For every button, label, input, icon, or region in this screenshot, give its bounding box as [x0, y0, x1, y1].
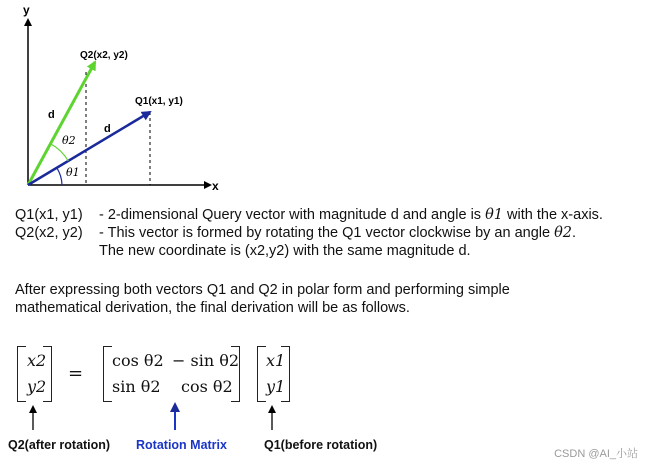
derivation-paragraph-line-2: mathematical derivation, the final derivation will be as follows.	[15, 300, 410, 316]
description-symbol: θ2	[554, 225, 573, 241]
description-label: Q2(x2, y2)	[15, 225, 83, 241]
matrix-cell-12: − sin θ2	[172, 351, 240, 370]
q2-magnitude-label: d	[48, 109, 55, 121]
rhs-x1: x1	[266, 351, 286, 370]
rhs-bracket-left	[257, 346, 266, 402]
matrix-cell-22: cos θ2	[181, 377, 233, 396]
matrix-cell-21: sin θ2	[112, 377, 161, 396]
q2-caption: Q2(after rotation)	[8, 438, 111, 452]
matrix-bracket-left	[103, 346, 112, 402]
rhs-y1: y1	[266, 377, 286, 396]
description-text: - 2-dimensional Query vector with magnitude d and angle is	[99, 207, 486, 223]
y-axis-label: y	[23, 3, 30, 17]
x-axis-label: x	[212, 179, 219, 193]
watermark: CSDN @AI_小站	[554, 448, 638, 460]
theta2-label: θ2	[62, 134, 76, 147]
description-text-after: with the x-axis.	[503, 207, 603, 223]
description-line-q1	[15, 205, 603, 225]
rhs-bracket-right	[281, 346, 290, 402]
lhs-x2: x2	[27, 351, 47, 370]
theta1-label: θ1	[66, 166, 80, 179]
rotation-matrix-caption: Rotation Matrix	[136, 438, 227, 452]
matrix-cell-11: cos θ2	[112, 351, 164, 370]
lhs-bracket-right	[43, 346, 52, 402]
q1-label: Q1(x1, y1)	[135, 96, 183, 107]
description-text: The new coordinate is (x2,y2) with the same magnitude d.	[99, 243, 471, 259]
derivation-paragraph-line-1: After expressing both vectors Q1 and Q2 in polar form and performing simple	[15, 282, 510, 298]
description-label: Q1(x1, y1)	[15, 207, 83, 223]
matrix-bracket-right	[231, 346, 240, 402]
description-text-after: .	[572, 225, 577, 241]
description-symbol: θ1	[485, 207, 504, 223]
q2-label: Q2(x2, y2)	[80, 50, 128, 61]
description-line-q2	[15, 223, 576, 243]
q1-magnitude-label: d	[104, 123, 111, 135]
lhs-bracket-left	[17, 346, 26, 402]
q2-vector	[28, 62, 95, 185]
description-line-coordinate	[15, 241, 471, 261]
description-text: - This vector is formed by rotating the Q1 vector clockwise by an angle	[99, 225, 555, 241]
equals-sign: =	[68, 363, 84, 384]
lhs-y2: y2	[27, 377, 47, 396]
q1-caption: Q1(before rotation)	[264, 438, 378, 452]
theta1-arc	[57, 168, 62, 185]
